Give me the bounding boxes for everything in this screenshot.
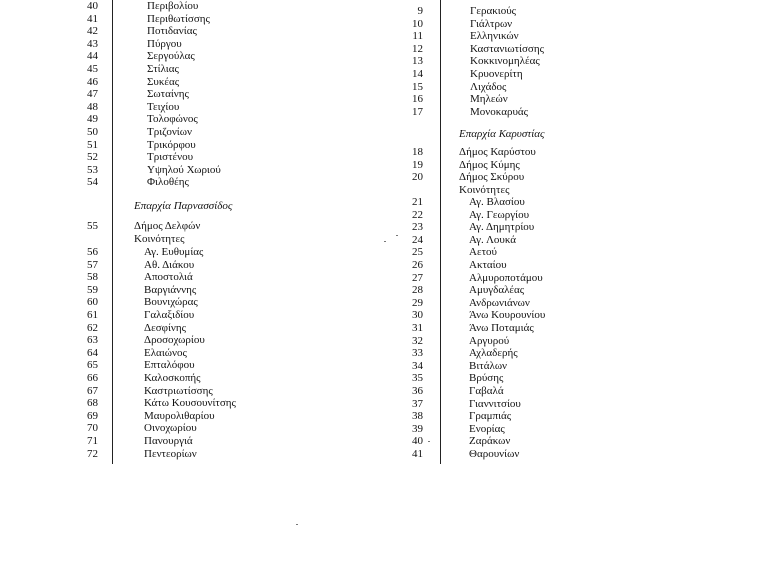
entry-number: 31 [412,322,423,334]
entry-number: 46 [87,75,98,88]
entry-number: 72 [87,447,98,460]
entry-number: 27 [412,271,423,284]
entry-name: Μηλεών [470,93,508,106]
entry-number: 50 [87,126,98,138]
entry-number: 57 [87,258,98,271]
entry-name: Αγ. Γεωργίου [469,208,530,221]
entry-number: 49 [87,113,98,126]
entry-number: 41 [87,12,98,25]
entry-number: 35 [412,372,423,385]
entry-name: Τειχίου [147,100,180,113]
entry-number: 24 [412,233,423,246]
entry-name: Αμυγδαλέας [469,284,525,297]
entry-number: 48 [87,100,98,113]
entry-number: 23 [412,221,423,234]
scan-speck [396,235,398,236]
entry-name: Ποτιδανίας [147,25,197,38]
entry-number: 66 [87,372,98,384]
entry-name: Άνω Ποταμιάς [469,322,534,334]
entry-name: Αγ. Βλασίου [469,196,525,208]
entry-name: Αργυρού [469,334,510,347]
entry-name: Αγ. Ευθυμίας [144,246,204,258]
entry-name: Καστανιωτίσσης [470,42,544,55]
right-column-rule [440,0,441,464]
entry-name: Δροσοχωρίου [144,334,205,347]
entry-name: Μαυρολιθαρίου [144,409,215,422]
entry-number: 53 [87,163,98,176]
entry-number: 51 [87,138,98,151]
entry-number: 41 [412,448,423,460]
entry-number: 52 [87,151,98,164]
entry-number: 63 [87,334,98,347]
entry-number: 16 [412,93,423,106]
communities-label: Κοινότητες [134,233,185,245]
entry-number: 42 [87,25,98,38]
entry-name: Ενορίας [469,422,505,435]
entry-number: 38 [412,410,423,423]
scan-speck [296,524,298,525]
communities-label: Κοινότητες [459,184,510,196]
entry-name: Ανδρωνιάνων [469,296,530,309]
entry-number: 64 [87,346,98,359]
entry-name: Βιτάλων [469,359,508,372]
entry-number: 20 [412,171,423,184]
entry-name: Τολοφώνος [147,113,198,126]
entry-number: 17 [412,105,423,118]
scan-speck [428,441,430,442]
entry-name: Περιβολίου [147,0,199,12]
entry-name: Πεντεορίων [144,447,197,460]
entry-number: 68 [87,397,98,410]
entry-name: Αποστολιά [144,271,193,284]
entry-number: 11 [412,30,423,43]
entry-name: Τριζονίων [147,126,192,138]
entry-name: Δήμος Σκύρου [459,171,525,184]
entry-number: 25 [412,246,423,259]
entry-name: Βρύσης [469,372,504,385]
entry-name: Δεσφίνης [144,321,187,334]
entry-number: 30 [412,309,423,322]
entry-number: 26 [412,259,423,271]
entry-number: 62 [87,321,98,334]
entry-number: 10 [412,17,423,30]
entry-number: 43 [87,37,98,50]
entry-name: Δήμος Καρύστου [459,146,536,158]
entry-number: 54 [87,176,98,189]
entry-number: 19 [412,158,423,171]
entry-name: Αλμυροποτάμου [469,271,543,284]
entry-number: 44 [87,50,98,63]
entry-name: Πύργου [147,37,182,50]
entry-name: Ελαιώνος [144,346,187,359]
entry-name: Οινοχωρίου [144,422,197,435]
section-heading: Επαρχία Καρυστίας [459,128,545,140]
entry-name: Συκέας [147,75,180,88]
entry-number: 36 [412,385,423,397]
entry-name: Τρικόρφου [147,138,196,151]
entry-number: 60 [87,296,98,309]
entry-number: 69 [87,409,98,422]
entry-number: 67 [87,384,98,397]
entry-number: 40 [412,435,423,448]
entry-number: 33 [412,347,423,360]
entry-number: 59 [87,283,98,296]
entry-name: Βουνιχώρας [144,296,198,309]
entry-number: 47 [87,88,98,101]
entry-number: 15 [412,80,423,93]
entry-name: Σωταίνης [147,88,189,101]
entry-name: Μονοκαρυάς [470,105,529,118]
entry-name: Πανουργιά [144,435,193,447]
entry-name: Αετού [469,246,497,259]
entry-number: 13 [412,55,423,68]
entry-name: Ακταίου [469,259,507,271]
entry-number: 34 [412,359,423,372]
entry-name: Δήμος Δελφών [134,220,201,232]
entry-number: 14 [412,68,423,80]
entry-number: 61 [87,309,98,321]
scan-speck [384,241,386,242]
entry-name: Περιθωτίσσης [147,12,210,25]
left-column-rule [112,0,113,464]
entry-number: 45 [87,63,98,75]
entry-name: Θαρουνίων [469,448,520,460]
entry-number: 65 [87,359,98,372]
entry-name: Λιχάδος [470,80,507,93]
entry-number: 12 [412,42,423,55]
entry-name: Καλοσκοπής [144,372,201,384]
entry-number: 71 [87,435,98,447]
entry-number: 29 [412,296,423,309]
entry-number: 70 [87,422,98,435]
entry-number: 39 [412,422,423,435]
entry-name: Σεργούλας [147,50,195,63]
entry-name: Καστριωτίσσης [144,384,213,397]
entry-name: Ζαράκων [469,435,511,448]
entry-name: Γραμπιάς [469,410,512,423]
entry-number: 21 [412,196,423,208]
entry-name: Φιλοθέης [147,176,189,189]
entry-name: Γαβαλά [469,385,504,397]
entry-name: Γερακιούς [470,5,517,17]
entry-name: Αχλαδερής [469,347,518,360]
entry-name: Αθ. Διάκου [144,258,195,271]
entry-name: Γαλαξιδίου [144,309,195,321]
entry-name: Επταλόφου [144,359,195,372]
section-heading: Επαρχία Παρνασσίδος [134,200,233,212]
entry-name: Αγ. Λουκά [469,233,517,246]
entry-name: Γιαννιτσίου [469,397,521,410]
entry-name: Δήμος Κύμης [459,158,520,171]
entry-name: Βαργιάννης [144,283,197,296]
entry-name: Κοκκινομηλέας [470,55,540,68]
entry-name: Τριστένου [147,151,194,164]
entry-number: 18 [412,146,423,158]
entry-name: Αγ. Δημητρίου [469,221,535,234]
entry-number: 28 [412,284,423,297]
entry-number: 9 [417,5,423,17]
entry-number: 22 [412,208,423,221]
entry-number: 37 [412,397,423,410]
entry-number: 56 [87,246,98,258]
entry-name: Υψηλού Χωριού [147,163,221,176]
entry-name: Ελληνικών [470,30,519,43]
entry-name: Κρυονερίτη [470,68,523,80]
entry-number: 55 [87,220,98,232]
entry-name: Κάτω Κουσουνίτσης [144,397,236,410]
entry-number: 58 [87,271,98,284]
entry-name: Στίλιας [147,63,179,75]
entry-name: Γιάλτρων [470,17,513,30]
entry-number: 40 [87,0,98,12]
entry-name: Άνω Κουρουνίου [469,309,546,322]
entry-number: 32 [412,334,423,347]
